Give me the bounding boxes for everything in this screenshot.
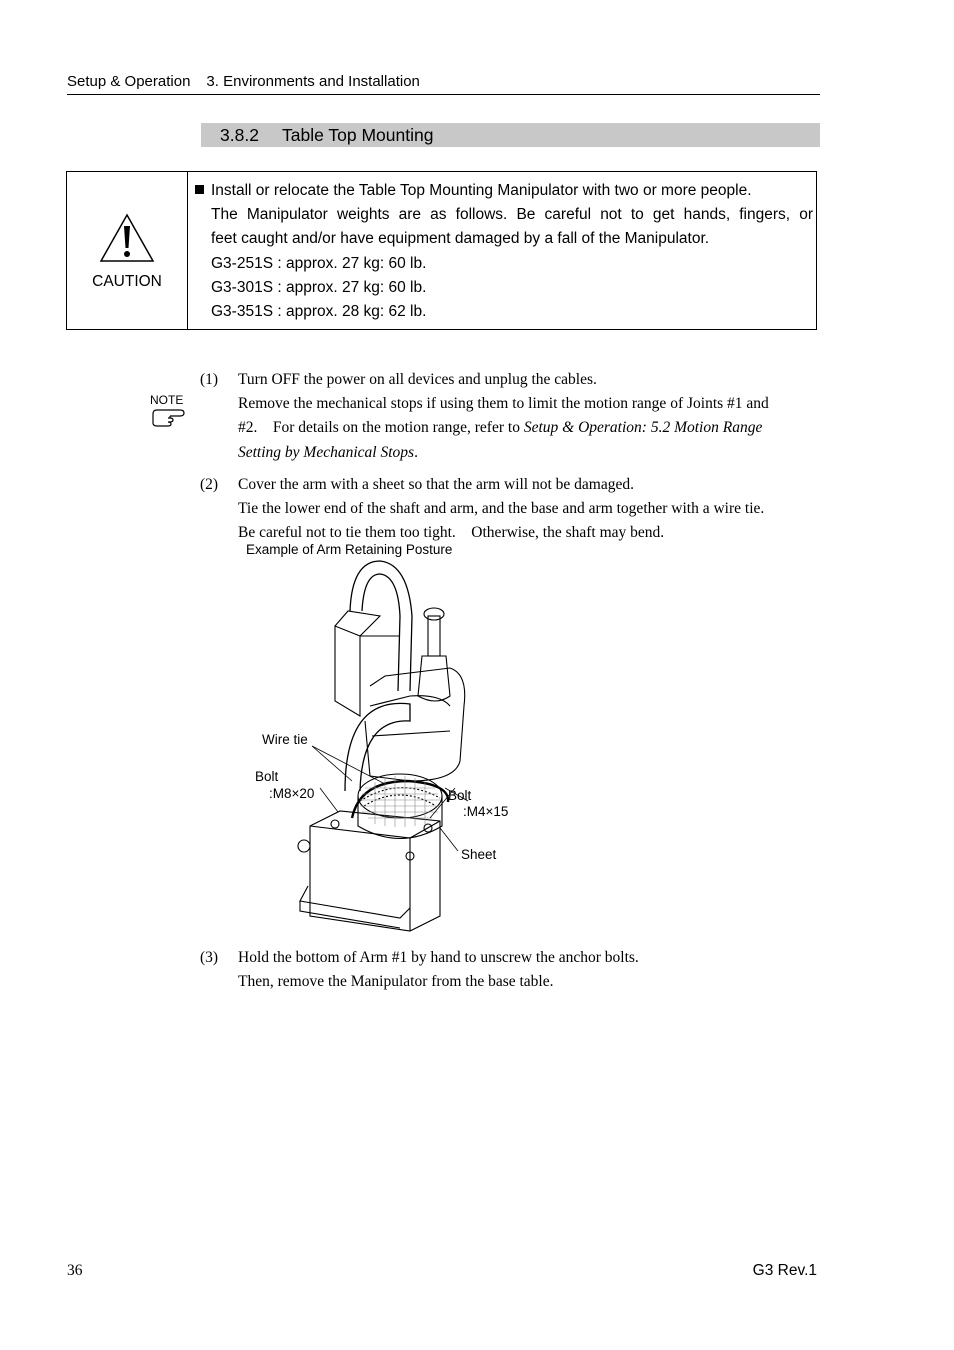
step-body	[238, 946, 818, 994]
cross-reference: Setting by Mechanical Stops	[238, 443, 415, 461]
label-bolt-right-size: :M4×15	[463, 804, 509, 819]
pointing-hand-icon	[150, 407, 188, 429]
figure-caption: Example of Arm Retaining Posture	[246, 542, 453, 557]
step-line: #2. For details on the motion range, refer to Setup & Operation: 5.2 Motion Range	[238, 419, 763, 437]
page-number: 36	[67, 1262, 83, 1279]
label-bolt-left: Bolt	[255, 769, 279, 784]
running-header	[67, 73, 820, 95]
step-line: Cover the arm with a sheet so that the arm will not be damaged.	[238, 476, 634, 493]
step-number: (2)	[200, 476, 219, 493]
step-line: Then, remove the Manipulator from the base table.	[238, 973, 554, 991]
caution-line: The Manipulator weights are as follows. Be careful not to get hands, fingers, or	[211, 206, 813, 224]
caution-line: G3-301S : approx. 27 kg: 60 lb.	[211, 278, 427, 296]
note-marker	[150, 393, 190, 434]
step-line: Setting by Mechanical Stops.	[238, 443, 418, 461]
label-bolt-right: Bolt	[448, 788, 472, 803]
step-line: Tie the lower end of the shaft and arm, and the base and arm together with a wire tie.	[238, 500, 765, 518]
step-line: Turn OFF the power on all devices and unplug the cables.	[238, 371, 597, 388]
label-wire-tie: Wire tie	[262, 732, 308, 747]
section-title: Table Top Mounting	[282, 125, 434, 145]
caution-line: G3-251S : approx. 27 kg: 60 lb.	[211, 254, 427, 272]
caution-icon-cell	[67, 172, 188, 329]
label-sheet: Sheet	[461, 847, 497, 862]
note-label: NOTE	[150, 393, 184, 407]
caution-label: CAUTION	[92, 273, 162, 290]
step-line: Hold the bottom of Arm #1 by hand to unscrew the anchor bolts.	[238, 949, 639, 966]
caution-line: G3-351S : approx. 28 kg: 62 lb.	[211, 303, 427, 321]
step-body	[238, 473, 818, 546]
label-bolt-left-size: :M8×20	[269, 786, 315, 801]
step-line: Remove the mechanical stops if using them to limit the motion range of Joints #1 and	[238, 395, 769, 413]
warning-triangle-icon	[98, 212, 156, 264]
breadcrumb-section: 3. Environments and Installation	[206, 73, 420, 90]
section-heading	[201, 123, 820, 147]
step-number: (3)	[200, 949, 219, 966]
revision-label: G3 Rev.1	[752, 1262, 817, 1279]
breadcrumb-chapter: Setup & Operation	[67, 73, 191, 90]
square-bullet-icon	[195, 185, 204, 194]
caution-line: Install or relocate the Table Top Mounting Manipulator with two or more people.	[195, 179, 813, 203]
cross-reference: Setup & Operation: 5.2 Motion Range	[523, 419, 763, 437]
step-body	[238, 368, 818, 465]
step-line: Be careful not to tie them too tight. Otherwise, the shaft may bend.	[238, 524, 665, 542]
caution-line: feet caught and/or have equipment damaged by a fall of the Manipulator.	[211, 230, 710, 248]
step-number: (1)	[200, 371, 219, 388]
caution-text	[195, 179, 813, 324]
caution-box	[66, 171, 817, 330]
section-number: 3.8.2	[220, 125, 259, 145]
manipulator-illustration	[290, 556, 490, 936]
